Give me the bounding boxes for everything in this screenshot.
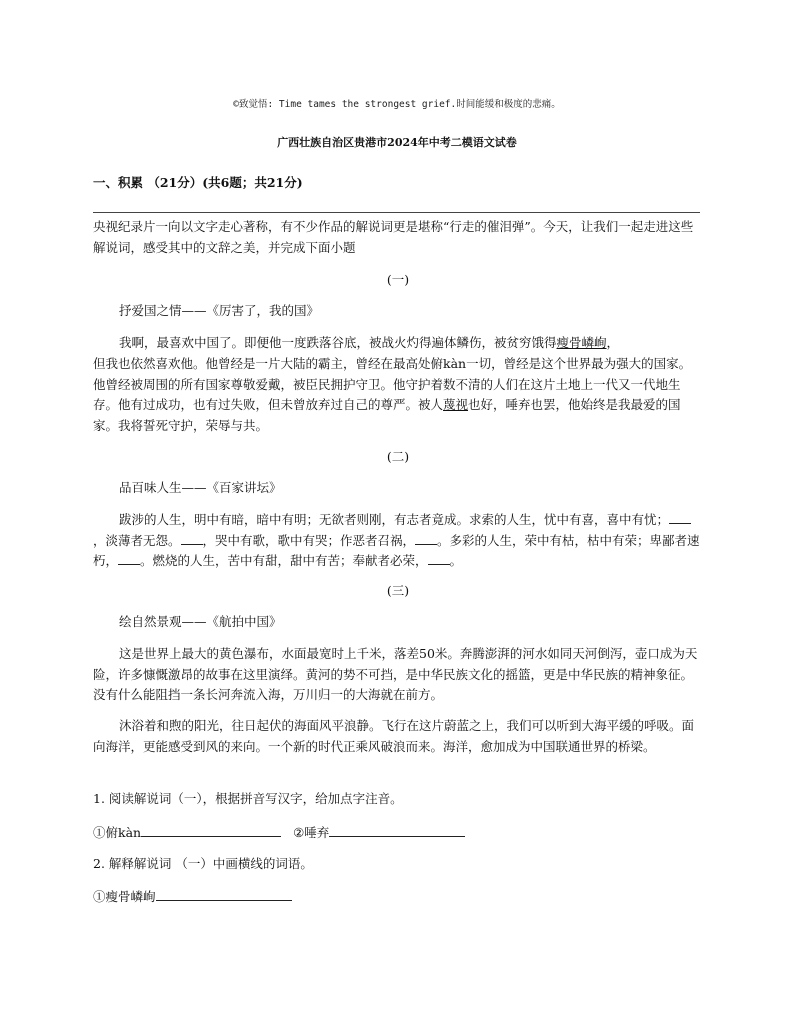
question-2-answers bbox=[93, 887, 703, 908]
part-2-seg-5: 。燃烧的人生，苦中有甜，甜中有苦；奉献者必荣， bbox=[140, 553, 428, 568]
intro-paragraph bbox=[93, 217, 703, 258]
question-1-answers bbox=[93, 823, 703, 844]
blank-2[interactable] bbox=[181, 532, 203, 545]
part-1-number: (一) bbox=[386, 272, 410, 287]
part-3-heading: 绘自然景观——《航拍中国》 bbox=[119, 614, 282, 629]
intro-text: 央视纪录片一向以文字走心著称，有不少作品的解说词更是堪称“行走的催泪弹”。今天，让我们一起走进这些解说词，感受其中的文辞之美，并完成下面小题 bbox=[93, 219, 694, 255]
part-2-text bbox=[93, 510, 703, 572]
part-1-text-c: 但我也依然喜欢他。他曾经是一片大陆的霸主，曾经在最高处俯kàn一切，曾经是这个世界最为强大的国家。他曾经被周围的所有国家尊敬爱戴，被臣民拥护守卫。他守护着数不清的人们在这片土地上一代又一代地生存。他有过成功，也有过失败，但未曾放弃过自己的尊严。被人 bbox=[93, 356, 692, 412]
section-heading: 一、积累 （21分）(共6题；共21分) bbox=[93, 175, 303, 190]
part-1-text-d: 也好，唾弃也罢，他始终是我最爱的国家。我将誓死守护，荣辱与共。 bbox=[93, 397, 681, 433]
part-3-paragraph-1: 这是世界上最大的黄色瀑布，水面最宽时上千米，落差50米。奔腾澎湃的河水如同天河倒泻，壶口成为天险，许多慷慨激昂的故事在这里演绎。黄河的势不可挡，是中华民族文化的摇篮，更是中华民族的精神象征。没有什么能阻挡一条长河奔流入海，万川归一的大海就在前方。 bbox=[93, 646, 698, 702]
part-1-text-b: ， bbox=[606, 335, 620, 350]
q1-b-answer-blank[interactable] bbox=[329, 824, 465, 837]
blank-4[interactable] bbox=[118, 552, 140, 565]
part-1-heading: 抒爱国之情——《厉害了，我的国》 bbox=[119, 303, 320, 318]
q2-a-answer-blank[interactable] bbox=[156, 888, 292, 901]
part-1-line-2 bbox=[93, 354, 703, 436]
part-2-seg-4: 。多彩的人生，荣中有枯，枯中有荣；卑鄙者速朽， bbox=[93, 532, 700, 568]
question-2: 2. 解释解说词 （一）中画横线的词语。 bbox=[93, 856, 313, 871]
blank-1[interactable] bbox=[669, 511, 691, 524]
part-2-heading: 品百味人生——《百家讲坛》 bbox=[119, 480, 282, 495]
part-3-number: (三) bbox=[386, 583, 410, 598]
q1-b-label: ②唾弃 bbox=[293, 825, 330, 840]
blank-3[interactable] bbox=[415, 532, 437, 545]
part-2-seg-2: ，淡薄者无怨。 bbox=[93, 532, 181, 548]
part-1-paragraph-2 bbox=[93, 354, 703, 436]
part-1-line-1 bbox=[93, 333, 703, 354]
part-2-paragraph bbox=[93, 510, 703, 572]
part-1-text-a: 我啊，最喜欢中国了。即便他一度跌落谷底，被战火灼得遍体鳞伤，被贫穷饿得 bbox=[119, 335, 557, 350]
part-1-paragraph bbox=[93, 333, 703, 354]
underlined-term-1: 瘦骨嶙峋 bbox=[556, 335, 607, 350]
part-3-paragraph-2: 沐浴着和煦的阳光，往日起伏的海面风平浪静。飞行在这片蔚蓝之上，我们可以听到大海平缓的呼吸。面向海洋，更能感受到风的来向。一个新的时代正乘风破浪而来。海洋，愈加成为中国联通世界的桥梁。 bbox=[93, 718, 695, 754]
header-motto: ©致觉悟: Time tames the strongest grief.时间能缓和极度的悲痛。 bbox=[233, 99, 561, 110]
part-2-seg-1: 跋涉的人生，明中有暗，暗中有明；无欲者则刚，有志者竟成。求索的人生，忧中有喜，喜中有忧； bbox=[119, 512, 670, 527]
q2-a-label: ①瘦骨嶙峋 bbox=[93, 889, 156, 904]
part-2-number: (二) bbox=[386, 449, 410, 464]
q1-a-answer-blank[interactable] bbox=[141, 824, 281, 837]
exam-title: 广西壮族自治区贵港市2024年中考二模语文试卷 bbox=[277, 136, 517, 149]
underlined-term-2: 蔑视 bbox=[443, 397, 469, 412]
divider bbox=[93, 212, 700, 213]
q1-a-label: ①俯kàn bbox=[93, 825, 142, 840]
blank-5[interactable] bbox=[428, 552, 450, 565]
part-2-seg-3: ，哭中有歌，歌中有哭；作恶者召祸， bbox=[202, 532, 416, 548]
part-2-seg-6: 。 bbox=[449, 553, 463, 568]
question-1: 1. 阅读解说词（一），根据拼音写汉字，给加点字注音。 bbox=[93, 791, 403, 806]
